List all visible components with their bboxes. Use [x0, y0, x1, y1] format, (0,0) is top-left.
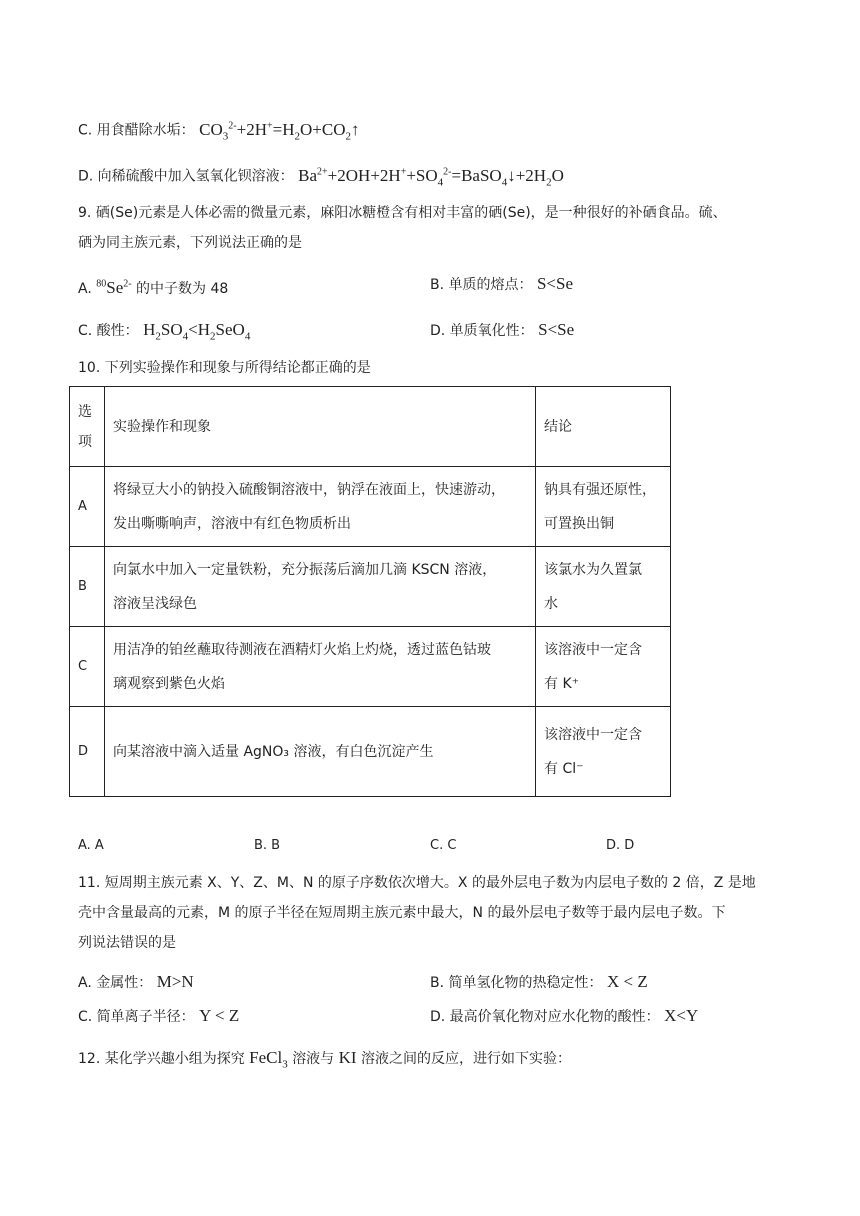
- q11-option-c-label: C. 简单离子半径：: [78, 1009, 195, 1025]
- row-operation: [105, 707, 536, 797]
- row-operation: [105, 467, 536, 547]
- header-option: [70, 387, 105, 467]
- q11-option-a-formula: M>N: [156, 972, 194, 991]
- q11-option-a: [78, 972, 194, 991]
- row-conclusion: [536, 707, 671, 797]
- q9-option-a-label: A.: [78, 280, 92, 297]
- table-row: [70, 467, 671, 547]
- row-conclusion-line: 该氯水为久置氯: [544, 561, 642, 578]
- row-conclusion: [536, 627, 671, 707]
- row-conclusion: [536, 547, 671, 627]
- q12-stem-prefix: 12. 某化学兴趣小组为探究: [78, 1051, 245, 1067]
- q12-stem-suffix: 溶液之间的反应，进行如下实验：: [361, 1051, 572, 1067]
- row-conclusion-line: 可置换出铜: [544, 515, 614, 532]
- row-conclusion-line: 该溶液中一定含: [544, 641, 642, 658]
- q12-stem: [78, 1048, 571, 1074]
- q8-option-d-equation: $Ba^{2+}+2OH+2H^++SO_4^{2-}=BaSO_4↓+2H_2O$: [298, 165, 564, 189]
- q9-options-cd: [78, 320, 798, 346]
- q8-option-d-label: D. 向稀硫酸中加入氢氧化钡溶液：: [78, 168, 294, 185]
- q11-stem: [78, 868, 790, 958]
- q12-ki-formula: KI: [338, 1048, 357, 1067]
- row-conclusion-line: 钠具有强还原性，: [544, 481, 656, 498]
- header-operation: 实验操作和现象: [105, 387, 536, 467]
- row-conclusion: [536, 467, 671, 547]
- q11-option-c-formula: Y < Z: [199, 1006, 240, 1025]
- row-conclusion-line: 该溶液中一定含: [544, 726, 642, 743]
- table-row: [70, 627, 671, 707]
- row-conclusion-line: 水: [544, 595, 558, 612]
- q8-option-d: [78, 162, 564, 192]
- q9-option-d-formula: S<Se: [538, 320, 575, 339]
- row-option: A: [70, 467, 105, 547]
- q9-option-c: [78, 320, 251, 343]
- header-option-text: 选项: [78, 403, 92, 450]
- q9-option-c-formula: $H_2SO_4<H_2SeO_4$: [143, 320, 251, 343]
- q8-option-c: [78, 116, 359, 146]
- q8-option-c-label: C. 用食醋除水垢：: [78, 122, 195, 139]
- q11-stem-line2: 壳中含量最高的元素，M 的原子半径在短周期主族元素中最大，N 的最外层电子数等于最内层电子数。下: [78, 905, 726, 921]
- q9-option-a-formula: $^{80}Se^{2-}$: [96, 277, 132, 297]
- q10-answer-d: D. D: [606, 838, 635, 853]
- q11-option-d: [430, 1006, 698, 1027]
- q9-stem: [78, 198, 790, 258]
- q9-option-b-label: B. 单质的熔点：: [430, 277, 533, 293]
- experiment-table: [69, 386, 671, 797]
- q9-option-c-label: C. 酸性：: [78, 323, 139, 339]
- q10-stem: 10. 下列实验操作和现象与所得结论都正确的是: [78, 360, 371, 376]
- row-option: D: [70, 707, 105, 797]
- q10-answer-c: C. C: [430, 838, 457, 853]
- row-conclusion-line: 有 Cl⁻: [544, 760, 584, 777]
- q11-options-cd: [78, 1006, 798, 1027]
- row-operation-line: 发出嘶嘶响声，溶液中有红色物质析出: [113, 515, 351, 532]
- row-operation-line: 向氯水中加入一定量铁粉，充分振荡后滴加几滴 KSCN 溶液，: [113, 561, 497, 578]
- q12-fecl3-formula: FeCl$_3$: [249, 1048, 288, 1071]
- row-operation-line: 用洁净的铂丝蘸取待测液在酒精灯火焰上灼烧，透过蓝色钴玻: [113, 641, 491, 658]
- q12-stem-mid: 溶液与: [292, 1051, 335, 1067]
- q10-answer-b: B. B: [254, 838, 281, 853]
- q9-option-b-formula: S<Se: [536, 274, 574, 293]
- q9-option-a: [78, 277, 229, 297]
- q11-options-ab: [78, 972, 798, 993]
- q9-stem-line2: 硒为同主族元素，下列说法正确的是: [78, 235, 302, 251]
- row-operation-line: 璃观察到紫色火焰: [113, 675, 225, 692]
- row-operation: [105, 547, 536, 627]
- q11-option-a-label: A. 金属性：: [78, 975, 153, 991]
- table-row: [70, 547, 671, 627]
- q11-stem-line3: 列说法错误的是: [78, 935, 176, 951]
- row-operation-line: 将绿豆大小的钠投入硫酸铜溶液中，钠浮在液面上，快速游动，: [113, 481, 505, 498]
- q9-option-d: [430, 320, 574, 341]
- q11-option-d-formula: X<Y: [664, 1006, 699, 1025]
- row-operation: [105, 627, 536, 707]
- table-row: [70, 707, 671, 797]
- q8-option-c-equation: $CO_3^{2-}+2H^+=H_2O+CO_2↑$: [199, 119, 360, 143]
- q11-option-b-label: B. 简单氢化物的热稳定性：: [430, 975, 603, 991]
- q9-option-d-label: D. 单质氧化性：: [430, 323, 534, 339]
- q11-option-b-formula: X < Z: [606, 972, 648, 991]
- row-option: C: [70, 627, 105, 707]
- header-conclusion: 结论: [536, 387, 671, 467]
- row-operation-line: 向某溶液中滴入适量 AgNO₃ 溶液，有白色沉淀产生: [113, 743, 434, 760]
- q9-option-b: [430, 274, 573, 295]
- q10-answer-a: A. A: [78, 838, 104, 853]
- q11-option-b: [430, 972, 648, 993]
- table-header-row: [70, 387, 671, 467]
- q11-option-c: [78, 1006, 240, 1025]
- q11-option-d-label: D. 最高价氧化物对应水化物的酸性：: [430, 1009, 660, 1025]
- q11-stem-line1: 11. 短周期主族元素 X、Y、Z、M、N 的原子序数依次增大。X 的最外层电子数为内层电子数的 2 倍，Z 是地: [78, 875, 756, 891]
- q9-options-ab: [78, 274, 798, 299]
- row-operation-line: 溶液呈浅绿色: [113, 595, 197, 612]
- row-option: B: [70, 547, 105, 627]
- row-conclusion-line: 有 K⁺: [544, 675, 580, 692]
- q9-stem-line1: 9. 硒(Se)元素是人体必需的微量元素，麻阳冰糖橙含有相对丰富的硒(Se)，是一种很好的补硒食品。硫、: [78, 205, 727, 221]
- q9-option-a-text: 的中子数为 48: [136, 280, 229, 297]
